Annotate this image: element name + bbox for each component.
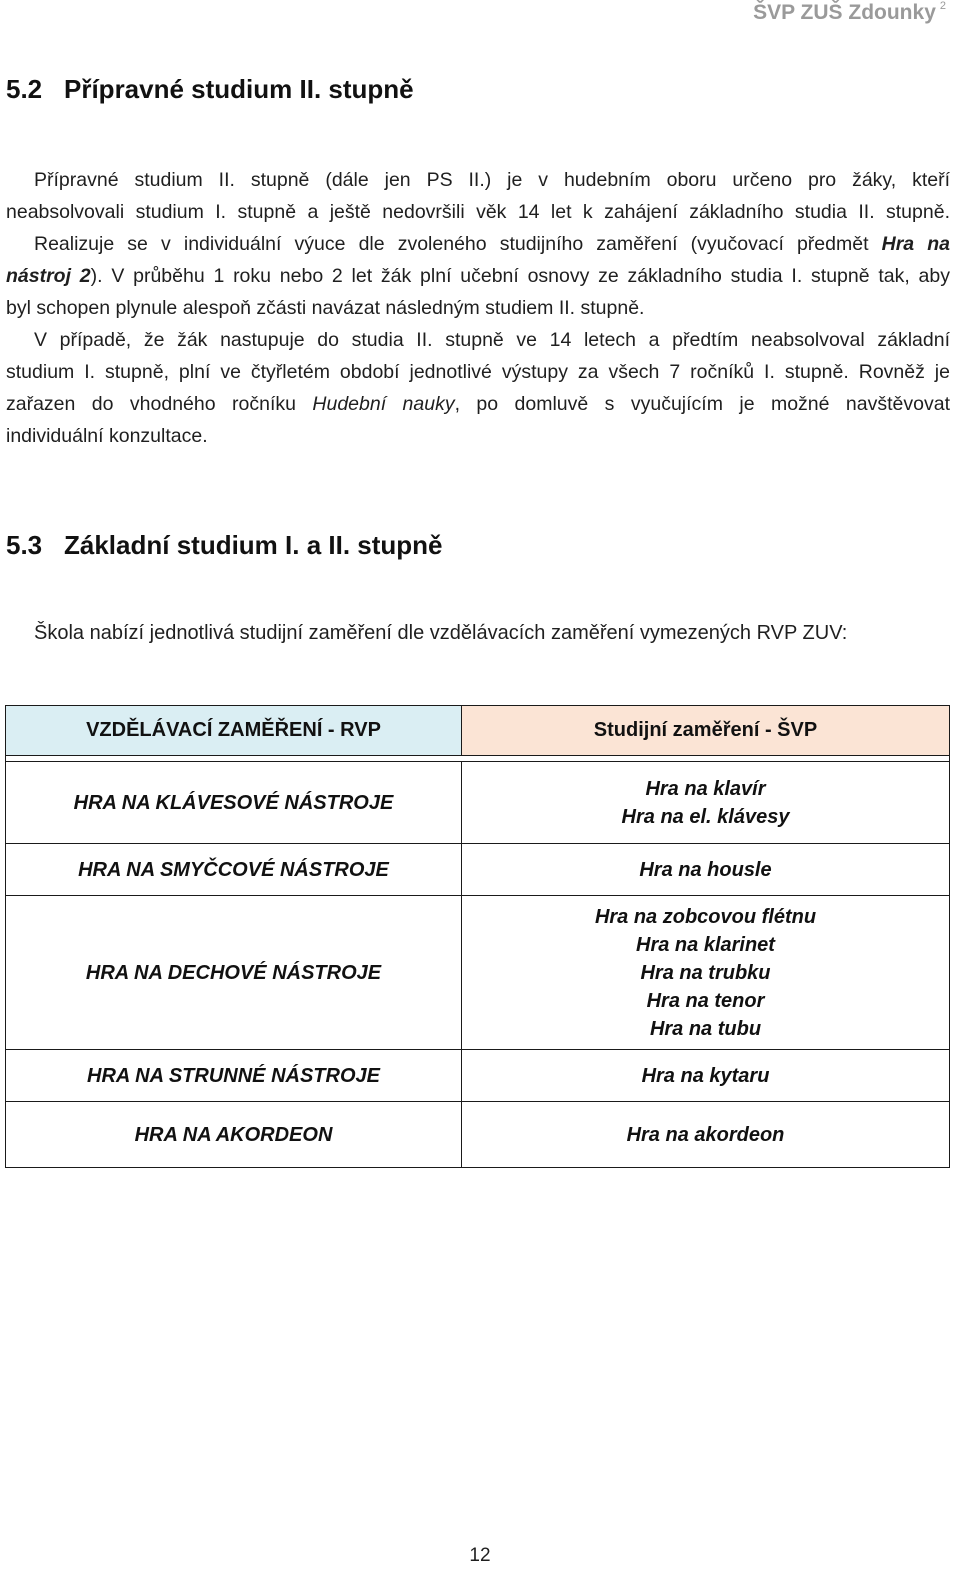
table-row xyxy=(6,1102,950,1168)
body-text: , po domluvě s vyučujícím je možné navštěvovat xyxy=(454,393,950,415)
body-text: studium I. stupně, plní ve čtyřletém období jednotlivé výstupy za všech 7 ročníků I. stupně. Rovněž je xyxy=(6,361,950,383)
body-text-italic: Hudební nauky xyxy=(312,393,455,415)
body-line xyxy=(6,228,950,260)
svp-cell xyxy=(462,1050,950,1102)
body-line xyxy=(6,324,950,356)
body-text: individuální konzultace. xyxy=(6,425,208,447)
body-text: Realizuje se v individuální výuce dle zvoleného studijního zaměření (vyučovací předmět xyxy=(34,233,869,255)
svp-item: Hra na kytaru xyxy=(641,1064,770,1087)
body-text-emphasis: nástroj 2 xyxy=(6,265,91,287)
svp-item: Hra na tubu xyxy=(649,1017,762,1040)
section-heading-5-3 xyxy=(6,530,443,561)
rvp-cell: HRA NA AKORDEON xyxy=(6,1102,462,1168)
rvp-cell: HRA NA SMYČCOVÉ NÁSTROJE xyxy=(6,844,462,896)
header-svp: Studijní zaměření - ŠVP xyxy=(462,706,950,756)
svp-cell xyxy=(462,896,950,1050)
svp-cell xyxy=(462,762,950,844)
rvp-cell: HRA NA STRUNNÉ NÁSTROJE xyxy=(6,1050,462,1102)
table-header-row xyxy=(6,706,950,756)
svp-item: Hra na el. klávesy xyxy=(621,805,790,828)
body-line xyxy=(6,420,950,452)
document-header-title: ŠVP ZUŠ Zdounky xyxy=(753,1,936,24)
svp-cell xyxy=(462,1102,950,1168)
table-row xyxy=(6,844,950,896)
study-focus-table xyxy=(5,705,950,1168)
table-row xyxy=(6,762,950,844)
section-5-3-intro: Škola nabízí jednotlivá studijní zaměření dle vzdělávacích zaměření vymezených RVP ZUV: xyxy=(34,622,848,644)
body-text: Přípravné studium II. stupně (dále jen PS II.) je v hudebním oboru určeno pro žáky, kteří xyxy=(34,169,950,191)
body-line xyxy=(6,164,950,196)
section-number: 5.3 xyxy=(6,530,43,560)
body-text: byl schopen plynule alespoň zčásti navázat následným studiem II. stupně. xyxy=(6,297,645,319)
body-text: neabsolvovali studium I. stupně a ještě nedovršili věk 14 let k zahájení základního studia II. stupně. xyxy=(6,201,950,223)
svp-item: Hra na housle xyxy=(639,858,772,881)
rvp-cell: HRA NA KLÁVESOVÉ NÁSTROJE xyxy=(6,762,462,844)
body-text: zařazen do vhodného ročníku xyxy=(6,393,296,415)
svp-item: Hra na tenor xyxy=(646,989,765,1012)
section-5-2-body xyxy=(6,164,950,452)
svp-item: Hra na trubku xyxy=(640,961,771,984)
body-line xyxy=(6,388,950,420)
body-line xyxy=(6,356,950,388)
svp-item: Hra na zobcovou flétnu xyxy=(594,905,817,928)
section-title: Přípravné studium II. stupně xyxy=(64,74,414,104)
rvp-cell: HRA NA DECHOVÉ NÁSTROJE xyxy=(6,896,462,1050)
table-row xyxy=(6,1050,950,1102)
page-number: 12 xyxy=(469,1545,491,1566)
body-text: ). V průběhu 1 roku nebo 2 let žák plní učební osnovy ze základního studia I. stupně tak, aby xyxy=(90,265,950,287)
section-title: Základní studium I. a II. stupně xyxy=(64,530,443,560)
svp-item: Hra na klavír xyxy=(645,777,766,800)
table-row xyxy=(6,896,950,1050)
section-number: 5.2 xyxy=(6,74,43,104)
svp-cell xyxy=(462,844,950,896)
header-rvp: VZDĚLÁVACÍ ZAMĚŘENÍ - RVP xyxy=(6,706,462,756)
body-text: V případě, že žák nastupuje do studia II. stupně ve 14 letech a předtím neabsolvoval základní xyxy=(34,329,950,351)
document-header xyxy=(753,0,946,25)
body-text-emphasis: Hra na xyxy=(881,233,950,255)
body-line xyxy=(6,196,950,228)
body-line xyxy=(6,260,950,292)
svp-item: Hra na klarinet xyxy=(636,933,775,956)
body-line xyxy=(6,292,950,324)
document-header-superscript: 2 xyxy=(939,0,946,12)
section-heading-5-2 xyxy=(6,74,414,105)
svp-item: Hra na akordeon xyxy=(626,1123,785,1146)
